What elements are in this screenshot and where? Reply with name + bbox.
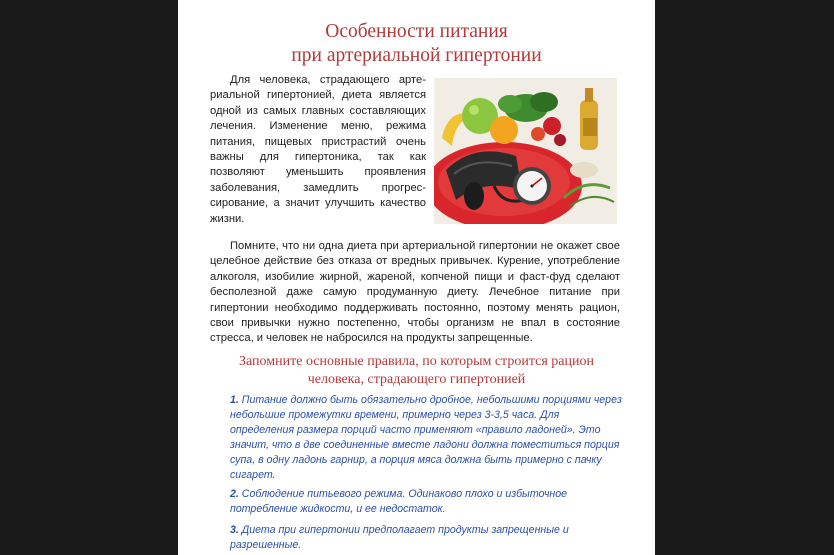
paragraph-2 xyxy=(210,239,620,347)
rule-number: 3. xyxy=(230,524,239,536)
subtitle-line-1: Запомните основные правила, по которым строится рацион xyxy=(239,354,594,369)
rule-number: 1. xyxy=(230,394,239,406)
intro-paragraph xyxy=(210,73,426,227)
rule-item-1 xyxy=(230,393,622,483)
paragraph-2-text: Помните, что ни одна диета при артериальной гипертонии не окажет свое целебное действие без отказа от вредных привычек. Курение, употребление алкоголя, изобилие жирной, жареной, копченой пищи и фаст-фуд сделают бесполезной даже самую продуманную диету. Лечебное питание при гипертонии необходимо поддерживать постоянно, поэтому менять рацион, свои привычки нужно постепенно, чтобы организм не впал в состояние стресса, и человек не набросился на продукты запрещенные. xyxy=(210,240,620,345)
rule-text: Диета при гипертонии предполагает продукты запрещенные и разрешенные. xyxy=(230,524,569,551)
rule-text: Соблюдение питьевого режима. Одинаково плохо и избыточное потребление жидкости, и ее недостаток. xyxy=(230,488,568,515)
rule-number: 2. xyxy=(230,488,239,500)
rule-item-3 xyxy=(230,523,622,553)
rule-item-2 xyxy=(230,487,622,517)
subtitle-line-2: человека, страдающего гипертонией xyxy=(307,372,526,387)
rule-text: Питание должно быть обязательно дробное, небольшими порциями через небольшие промежутки времени, примерно через 3-3,5 часа. Для определения размера порций часто применяют «правило ладоней». Это значит, что в две соединенные вместе ладони должна поместиться порция супа, в одну ладонь гарнир, а порция мяса должна быть примерно с пачку сигарет. xyxy=(230,394,622,481)
blood-pressure-monitor-with-vegetables-icon xyxy=(434,78,617,224)
title-line-1: Особенности питания xyxy=(325,21,508,42)
page-title xyxy=(178,20,655,68)
rules-subtitle xyxy=(178,353,655,389)
intro-text: Для человека, страдающего артериальной гипертонией, диета является одной из самых главных составляющих лечения. Изменение меню, режима питания, пищевых пристрастий очень важны для гипертоника, так как позволяют уменьшить проявления заболевания, замедлить прогрессирование, а значит улучшить качество жизни. xyxy=(210,74,426,225)
document-page xyxy=(178,0,655,555)
title-line-2: при артериальной гипертонии xyxy=(291,45,542,66)
photo-illustration xyxy=(434,78,617,224)
